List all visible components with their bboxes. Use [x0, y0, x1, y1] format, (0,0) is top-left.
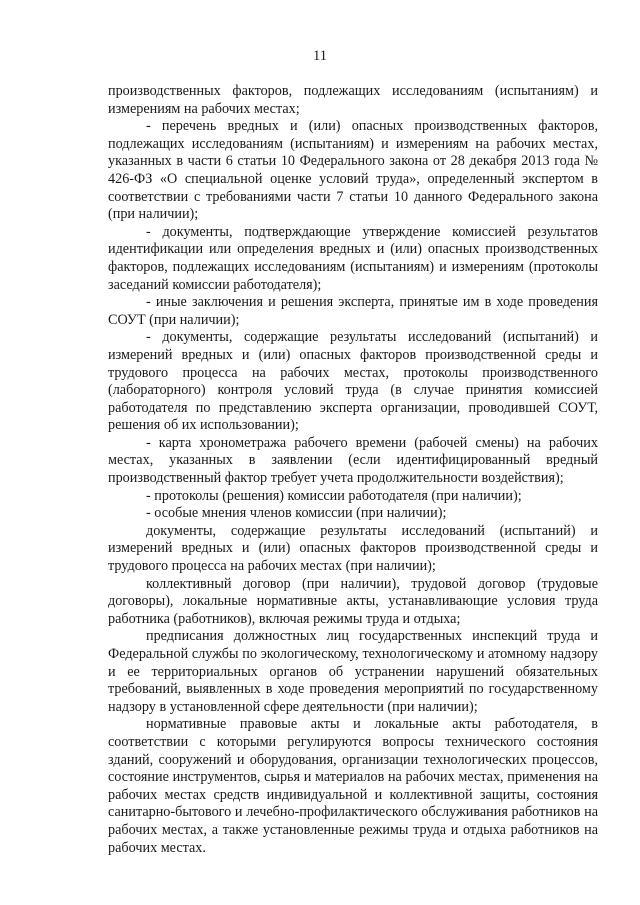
list-item-timing-chart: - карта хронометража рабочего времени (рабочей смены) на рабочих местах, указанных в заявлении (если идентифицированный вредный производственный фактор требует учета продолжительности воздействия);: [108, 434, 598, 487]
paragraph-inspection-orders: предписания должностных лиц государственных инспекций труда и Федеральной службы по экологическому, технологическому и атомному надзору и ее территориальных органов об устранении нарушений обязательных требований, выявленных в ходе проведения мероприятий по государственному надзору в установленной сфере деятельности (при наличии);: [108, 628, 598, 715]
list-item-commission-protocols: - протоколы (решения) комиссии работодателя (при наличии);: [146, 487, 522, 504]
paragraph-research-documents: документы, содержащие результаты исследований (испытаний) и измерений вредных и (или) опасных факторов производственной среды и трудового процесса на рабочих местах (при наличии);: [108, 522, 598, 575]
paragraph-collective-agreement: коллективный договор (при наличии), трудовой договор (трудовые договоры), локальные нормативные акты, устанавливающие условия труда работника (работников), включая режимы труда и отдыха;: [108, 575, 598, 627]
list-item-commission-approval: - документы, подтверждающие утверждение комиссией результатов идентификации или определения вредных и (или) опасных производственных факторов, подлежащих исследованиям (испытаниям) и измерениям (протоколы заседаний комиссии работодателя);: [108, 223, 598, 293]
list-item-dissenting-opinions: - особые мнения членов комиссии (при наличии);: [146, 505, 447, 522]
list-item-measurement-results: - документы, содержащие результаты исследований (испытаний) и измерений вредных и (или) опасных факторов производственной среды и трудового процесса на рабочих местах, протоколы производственного (лабораторного) контроля условий труда (в случае принятия комиссией работодателя по представлению эксперта организации, проводившей СОУТ, решения об их использовании);: [108, 329, 598, 434]
paragraph-normative-acts: нормативные правовые акты и локальные акты работодателя, в соответствии с которыми регулируются вопросы технического состояния зданий, сооружений и оборудования, организации технологических процессов, состояние инструментов, сырья и материалов на рабочих местах, применения на рабочих местах средств индивидуальной и коллективной защиты, состояния санитарно-бытового и лечебно-профилактического обслуживания работников на рабочих местах, а также установленные режимы труда и отдыха работников на рабочих местах.: [108, 716, 598, 856]
page-number: 11: [313, 48, 327, 64]
paragraph-continuation: производственных факторов, подлежащих исследованиям (испытаниям) и измерениям на рабочих местах;: [108, 83, 598, 117]
list-item-factor-list: - перечень вредных и (или) опасных производственных факторов, подлежащих исследованиям (испытаниям) и измерениям на рабочих местах, указанных в части 6 статьи 10 Федерального закона от 28 декабря 2013 года № 426-ФЗ «О специальной оценке условий труда», определенный экспертом в соответствии с требованиями части 7 статьи 10 данного Федерального закона (при наличии);: [108, 118, 598, 223]
document-body: [108, 83, 598, 857]
list-item-expert-conclusions: - иные заключения и решения эксперта, принятые им в ходе проведения СОУТ (при наличии);: [108, 294, 598, 328]
